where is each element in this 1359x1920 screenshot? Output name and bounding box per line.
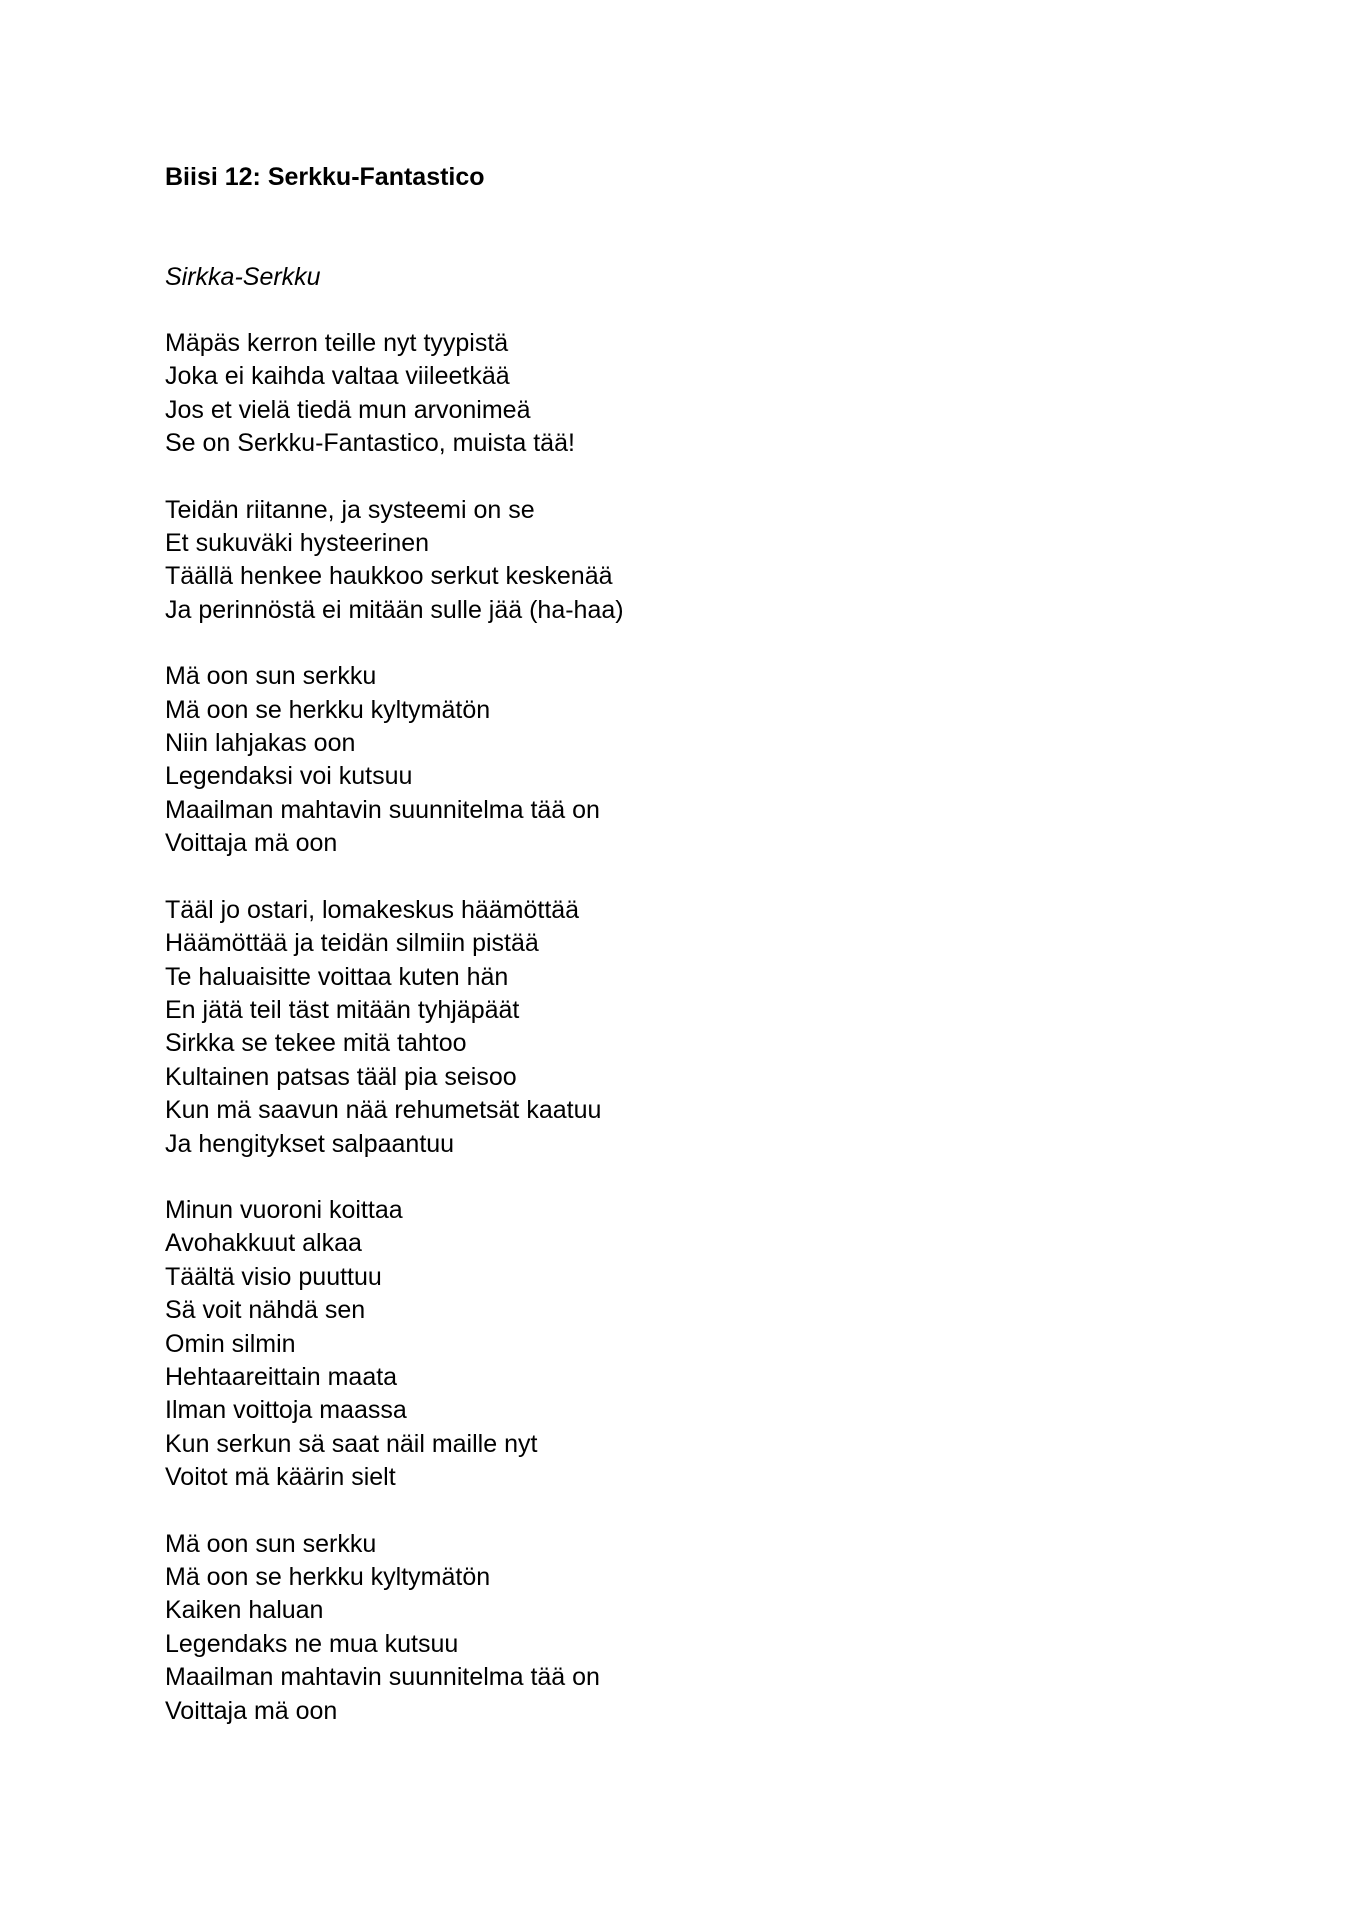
lyric-line: Täältä visio puuttuu [165,1262,382,1291]
stanza [165,1194,1205,1495]
lyric-line: Kultainen patsas tääl pia seisoo [165,1062,517,1091]
lyric-line: Legendaksi voi kutsuu [165,762,413,791]
lyric-line: Jos et vielä tiedä mun arvonimeä [165,395,531,424]
lyric-line: Minun vuoroni koittaa [165,1195,403,1224]
lyric-line: Häämöttää ja teidän silmiin pistää [165,929,539,958]
lyric-line: Mä oon se herkku kyltymätön [165,1563,491,1591]
lyric-line: Tääl jo ostari, lomakeskus häämöttää [165,895,580,924]
lyrics [165,327,1205,1728]
lyric-line: Voittaja mä oon [165,829,338,858]
lyric-line: Mä oon sun serkku [165,1529,377,1558]
lyric-line: Omin silmin [165,1329,296,1358]
lyric-line: Voitot mä käärin sielt [165,1463,396,1492]
lyric-line: Ilman voittoja maassa [165,1396,407,1425]
stanza [165,894,1205,1161]
lyric-line: Niin lahjakas oon [165,729,356,758]
lyric-line: Täällä henkee haukkoo serkut keskenää [165,562,613,591]
lyric-line: Ja hengitykset salpaantuu [165,1129,455,1158]
song-title: Biisi 12: Serkku-Fantastico [165,163,485,191]
document-content [165,160,1205,1728]
lyric-line: Mäpäs kerron teille nyt tyypistä [165,329,509,357]
lyric-line: Kun serkun sä saat näil maille nyt [165,1429,538,1458]
lyric-line: Se on Serkku-Fantastico, muista tää! [165,429,575,458]
lyric-line: Teidän riitanne, ja systeemi on se [165,495,535,524]
speaker-label: Sirkka-Serkku [165,263,321,291]
lyric-line: Sä voit nähdä sen [165,1296,366,1325]
lyric-line: Ja perinnöstä ei mitään sulle jää (ha-haa) [165,595,624,624]
lyric-line: Hehtaareittain maata [165,1362,398,1391]
lyric-line: Legendaks ne mua kutsuu [165,1629,459,1658]
lyric-line: En jätä teil täst mitään tyhjäpäät [165,995,520,1024]
lyric-line: Joka ei kaihda valtaa viileetkää [165,362,510,391]
lyric-line: Te haluaisitte voittaa kuten hän [165,962,509,991]
lyric-line: Mä oon se herkku kyltymätön [165,695,491,724]
stanza [165,660,1205,860]
stanza [165,494,1205,628]
lyric-line: Mä oon sun serkku [165,662,377,691]
stanza [165,1528,1205,1728]
stanza [165,327,1205,461]
lyric-line: Voittaja mä oon [165,1696,338,1725]
lyric-line: Sirkka se tekee mitä tahtoo [165,1029,467,1058]
lyric-line: Kun mä saavun nää rehumetsät kaatuu [165,1096,602,1125]
lyric-line: Avohakkuut alkaa [165,1229,362,1258]
lyric-line: Kaiken haluan [165,1596,324,1625]
lyric-line: Maailman mahtavin suunnitelma tää on [165,795,600,824]
lyric-line: Maailman mahtavin suunnitelma tää on [165,1663,600,1692]
lyric-line: Et sukuväki hysteerinen [165,529,430,558]
